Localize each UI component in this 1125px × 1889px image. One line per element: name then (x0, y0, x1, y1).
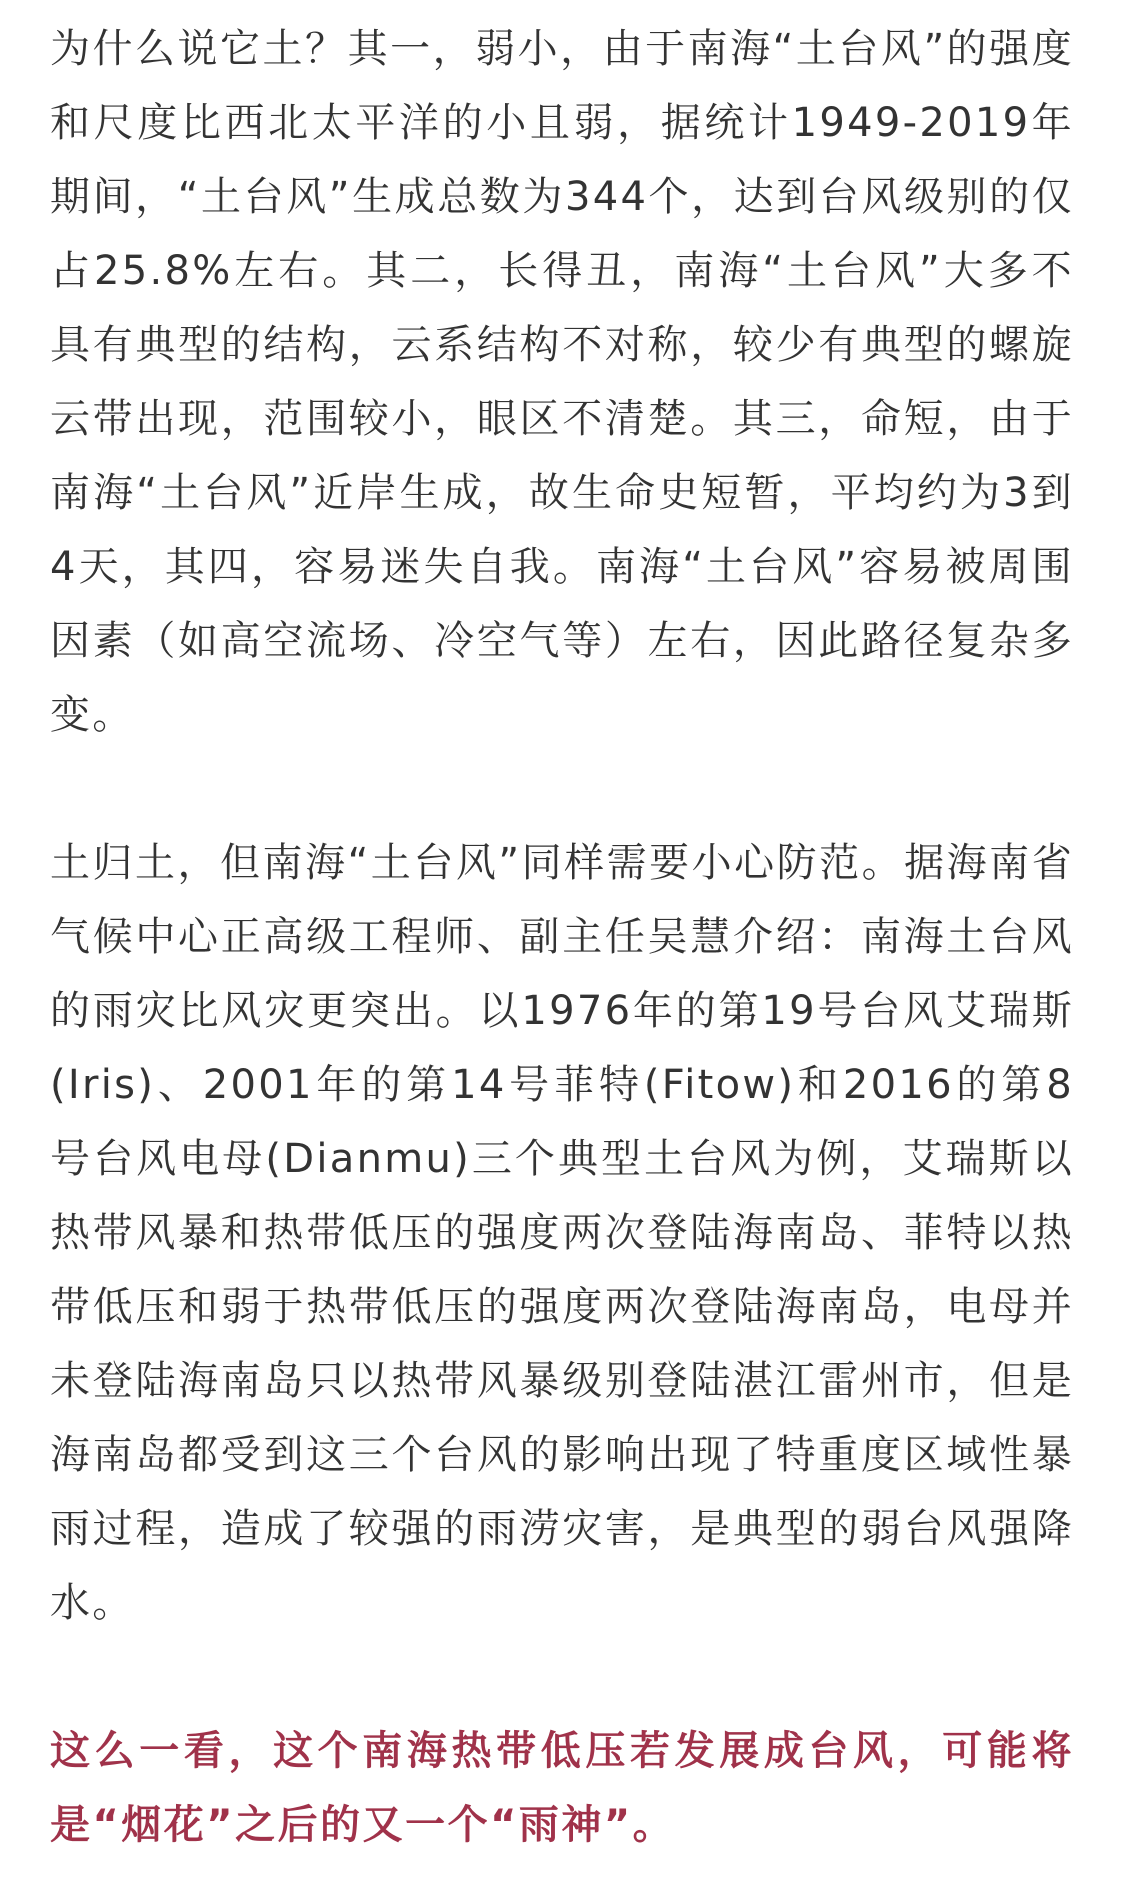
article-body (50, 12, 1074, 1862)
paragraph-why-tu: 为什么说它土？其一，弱小，由于南海“土台风”的强度和尺度比西北太平洋的小且弱，据统计1949-2019年期间，“土台风”生成总数为344个，达到台风级别的仅占25.8%左右。其二，长得丑，南海“土台风”大多不具有典型的结构，云系结构不对称，较少有典型的螺旋云带出现，范围较小，眼区不清楚。其三，命短，由于南海“土台风”近岸生成，故生命史短暂，平均约为3到4天，其四，容易迷失自我。南海“土台风”容易被周围因素（如高空流场、冷空气等）左右，因此路径复杂多变。 (50, 26, 1074, 738)
paragraph-rain-disaster: 土归土，但南海“土台风”同样需要小心防范。据海南省气候中心正高级工程师、副主任吴慧介绍：南海土台风的雨灾比风灾更突出。以1976年的第19号台风艾瑞斯(Iris)、2001年的第14号菲特(Fitow)和2016的第8号台风电母(Dianmu)三个典型土台风为例，艾瑞斯以热带风暴和热带低压的强度两次登陆海南岛、菲特以热带低压和弱于热带低压的强度两次登陆海南岛，电母并未登陆海南岛只以热带风暴级别登陆湛江雷州市，但是海南岛都受到这三个台风的影响出现了特重度区域性暴雨过程，造成了较强的雨涝灾害，是典型的弱台风强降水。 (50, 840, 1074, 1626)
paragraph-conclusion-highlight: 这么一看，这个南海热带低压若发展成台风，可能将是“烟花”之后的又一个“雨神”。 (50, 1728, 1074, 1848)
